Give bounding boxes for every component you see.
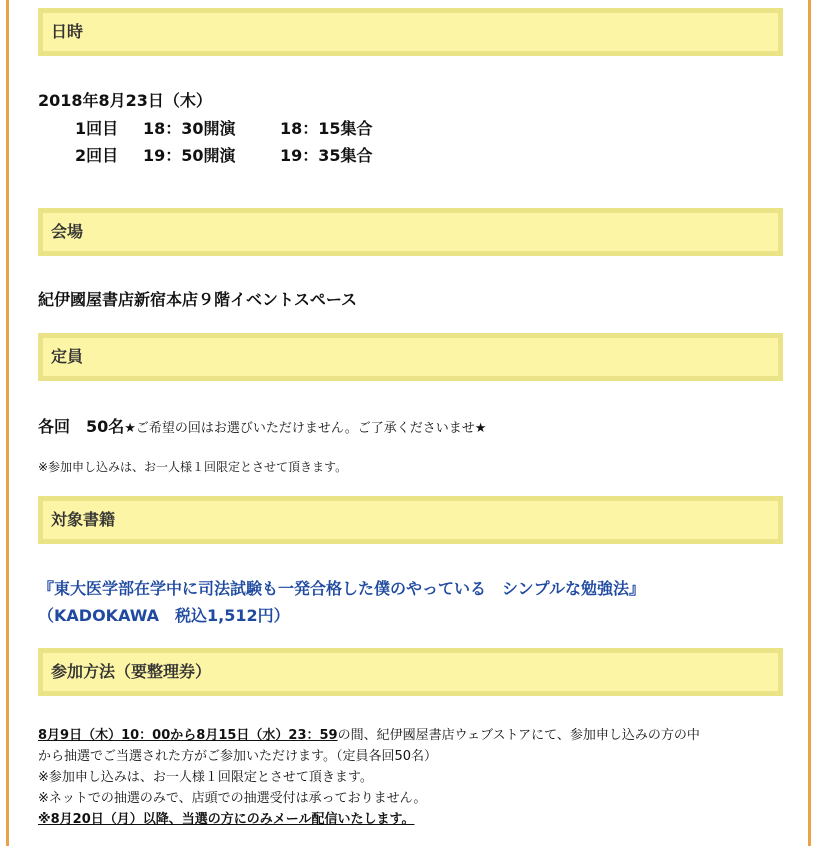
section-heading-venue: 会場 bbox=[38, 208, 783, 256]
capacity-line bbox=[38, 414, 486, 437]
method-line-1 bbox=[38, 725, 700, 746]
capacity-note-inline: ★ご希望の回はお選びいただけません。ご了承くださいませ★ bbox=[124, 421, 487, 436]
capacity-main: 各回 50名 bbox=[38, 417, 125, 436]
application-period: 8月9日（木）10：00から8月15日（水）23：59 bbox=[38, 728, 338, 743]
event-date: 2018年8月23日（木） bbox=[38, 91, 212, 110]
show-2-label: 2回目 bbox=[75, 146, 119, 165]
right-border bbox=[808, 0, 811, 846]
section-heading-book: 対象書籍 bbox=[38, 496, 783, 544]
show-1-start: 18：30開演 bbox=[143, 119, 236, 138]
capacity-note-small: ※参加申し込みは、お一人様１回限定とさせて頂きます。 bbox=[38, 460, 348, 474]
book-publisher: （KADOKAWA 税込1,512円） bbox=[38, 606, 290, 625]
show-1-label: 1回目 bbox=[75, 119, 119, 138]
method-line-2: から抽選でご当選された方がご参加いただけます。（定員各回50名） bbox=[38, 749, 438, 764]
section-heading-method: 参加方法（要整理券） bbox=[38, 648, 783, 696]
method-line-1-rest: の間、紀伊國屋書店ウェブストアにて、参加申し込みの方の中 bbox=[337, 728, 700, 743]
method-line-3: ※参加申し込みは、お一人様１回限定とさせて頂きます。 bbox=[38, 770, 373, 785]
method-line-5: ※8月20日（月）以降、当選の方にのみメール配信いたします。 bbox=[38, 812, 415, 827]
show-2-gather: 19：35集合 bbox=[280, 146, 373, 165]
method-line-4: ※ネットでの抽選のみで、店頭での抽選受付は承っておりません。 bbox=[38, 791, 427, 806]
left-border bbox=[6, 0, 9, 846]
section-heading-datetime: 日時 bbox=[38, 8, 783, 56]
section-heading-capacity: 定員 bbox=[38, 333, 783, 381]
venue-text: 紀伊國屋書店新宿本店９階イベントスペース bbox=[38, 290, 358, 309]
show-1-gather: 18：15集合 bbox=[280, 119, 373, 138]
show-2-start: 19：50開演 bbox=[143, 146, 236, 165]
book-title-link[interactable]: 『東大医学部在学中に司法試験も一発合格した僕のやっている シンプルな勉強法』 bbox=[38, 579, 645, 598]
